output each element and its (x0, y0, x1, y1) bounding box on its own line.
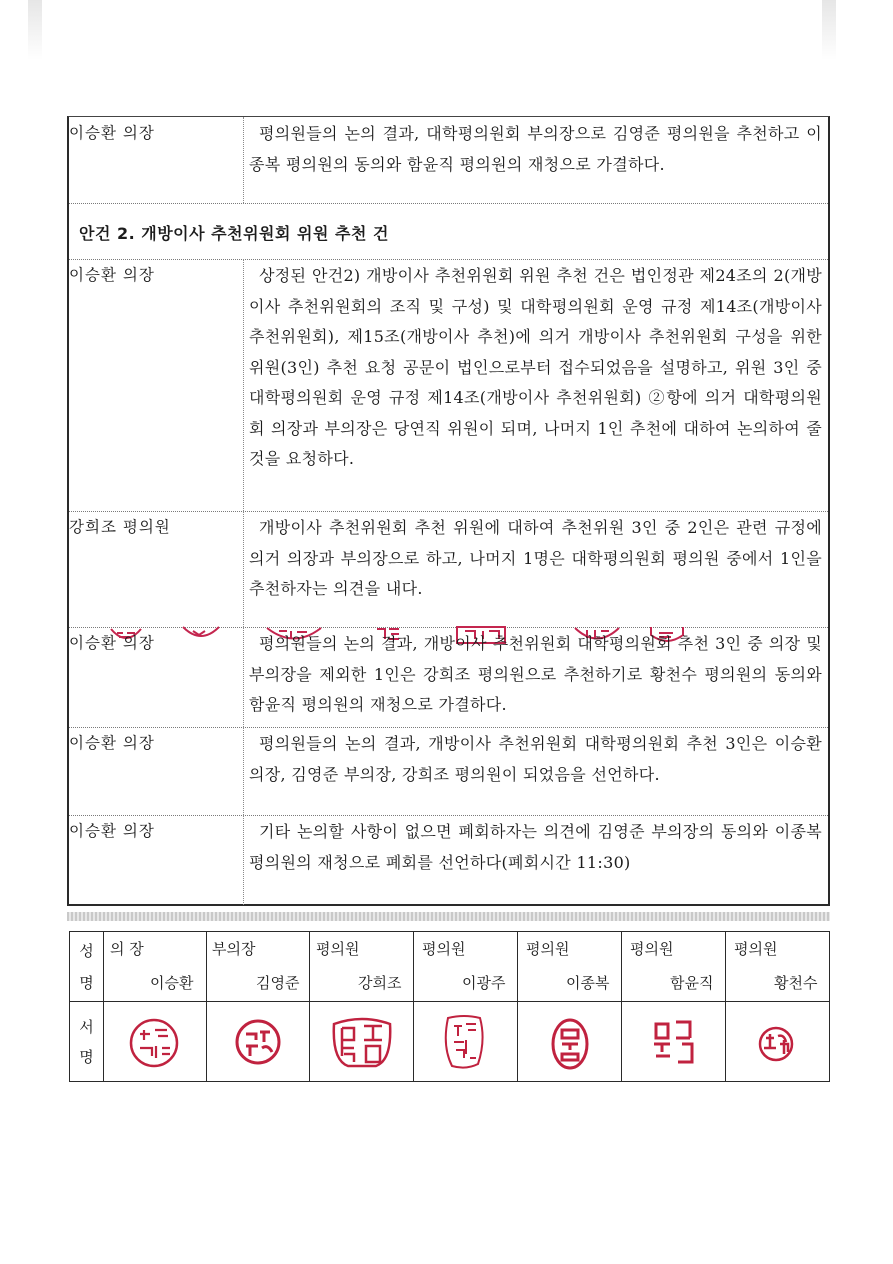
signature-table (69, 931, 830, 1082)
member-name: 강희조 (358, 974, 402, 992)
member-name: 함윤직 (670, 974, 714, 992)
seal-stamp-image (122, 1010, 186, 1074)
member-name: 이종복 (566, 974, 610, 992)
agenda-heading: 안건 2. 개방이사 추천위원회 위원 추천 건 (79, 224, 389, 243)
speaker-label: 이승환 의장 (69, 822, 155, 840)
member-name: 김영준 (256, 974, 300, 992)
speaker-label: 이승환 의장 (69, 124, 155, 142)
member-title: 평의원 (734, 940, 778, 958)
minutes-row (69, 117, 828, 204)
member-name: 이승환 (150, 974, 194, 992)
column-divider (243, 815, 244, 905)
seal-stamp-image (328, 1010, 396, 1074)
column-divider (243, 117, 244, 203)
name-label-bottom: 명 (79, 974, 94, 992)
minutes-text: 평의원들의 논의 결과, 개방이사 추천위원회 대학평의원회 추천 3인은 이승환 의장, 김영준 부의장, 강희조 평의원이 되었음을 선언하다. (249, 734, 822, 784)
seal-stamp-image (538, 1010, 602, 1074)
sign-label-top: 서 (79, 1018, 94, 1036)
member-title: 평의원 (526, 940, 570, 958)
column-divider (243, 259, 244, 511)
column-divider (243, 511, 244, 627)
minutes-text: 기타 논의할 사항이 없으면 폐회하자는 의견에 김영준 부의장의 동의와 이종복 평의원의 재청으로 폐회를 선언하다(폐회시간 11:30) (249, 822, 822, 872)
speaker-label: 이승환 의장 (69, 734, 155, 752)
member-title: 평의원 (422, 940, 466, 958)
member-title: 의 장 (110, 940, 144, 958)
member-name: 이광주 (462, 974, 506, 992)
minutes-table (67, 116, 830, 906)
scan-hatch-band (67, 912, 830, 921)
seal-stamp-image (746, 1010, 810, 1074)
minutes-row (69, 627, 828, 728)
column-divider (243, 727, 244, 815)
minutes-text: 평의원들의 논의 결과, 개방이사 추천위원회 대학평의원회 추천 3인 중 의장 및 부의장을 제외한 1인은 강희조 평의원으로 추천하기로 황천수 평의원의 동의와 함윤직 평의원의 재청으로 가결하다. (249, 634, 822, 714)
member-name: 황천수 (774, 974, 818, 992)
column-divider (206, 932, 207, 1081)
column-divider (103, 932, 104, 1081)
agenda-heading-row (69, 203, 828, 260)
seal-stamp-image (432, 1010, 496, 1074)
member-title: 평의원 (316, 940, 360, 958)
row-divider (70, 1001, 829, 1002)
member-title: 부의장 (212, 940, 256, 958)
column-divider (517, 932, 518, 1081)
column-divider (621, 932, 622, 1081)
minutes-text: 평의원들의 논의 결과, 대학평의원회 부의장으로 김영준 평의원을 추천하고 이종복 평의원의 동의와 함윤직 평의원의 재청으로 가결하다. (249, 124, 822, 174)
sign-label-bottom: 명 (79, 1048, 94, 1066)
minutes-row (69, 511, 828, 628)
scan-edge-left (28, 0, 42, 60)
column-divider (309, 932, 310, 1081)
seal-stamp-image (226, 1010, 290, 1074)
column-divider (243, 627, 244, 727)
minutes-row (69, 815, 828, 905)
speaker-label: 강희조 평의원 (69, 518, 171, 536)
minutes-text: 상정된 안건2) 개방이사 추천위원회 위원 추천 건은 법인정관 제24조의 2(개방이사 추천위원회의 조직 및 구성) 및 대학평의원회 운영 규정 제14조(개방이사 추천위원회), 제15조(개방이사 추천)에 의거 개방이사 추천위원회 구성을 위한 위원(3인) 추천 요청 공문이 법인으로부터 접수되었음을 설명하고, 위원 3인 중 대학평의원회 운영 규정 제14조(개방이사 추천위원회) ②항에 의거 대학평의원회 의장과 부의장은 당연직 위원이 되며, 나머지 1인 추천에 대하여 논의하여 줄 것을 요청하다. (249, 266, 822, 468)
minutes-row (69, 727, 828, 816)
name-label-top: 성 (79, 942, 94, 960)
speaker-label: 이승환 의장 (69, 266, 155, 284)
minutes-row (69, 259, 828, 512)
scan-edge-right (822, 0, 836, 60)
seal-stamp-image (642, 1010, 706, 1074)
member-title: 평의원 (630, 940, 674, 958)
column-divider (725, 932, 726, 1081)
minutes-text: 개방이사 추천위원회 추천 위원에 대하여 추천위원 3인 중 2인은 관련 규정에 의거 의장과 부의장으로 하고, 나머지 1명은 대학평의원회 평의원 중에서 1인을 추천하자는 의견을 내다. (249, 518, 822, 598)
speaker-label: 이승환 의장 (69, 634, 155, 652)
column-divider (413, 932, 414, 1081)
